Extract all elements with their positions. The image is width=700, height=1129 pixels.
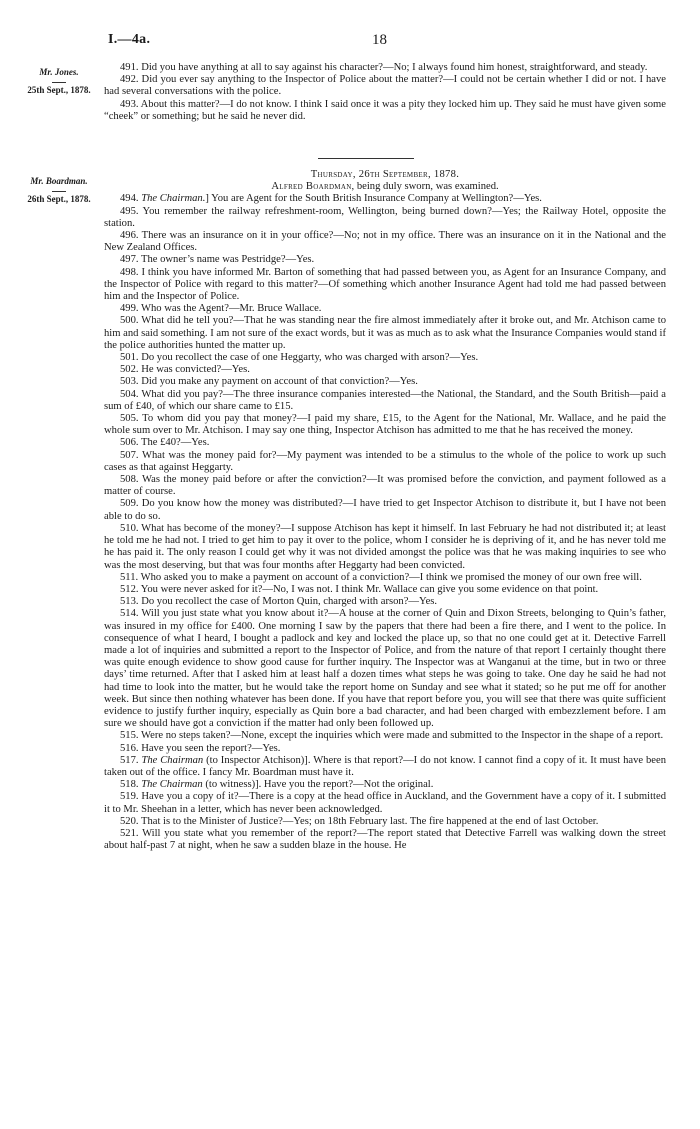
paragraph: 506. The £40?—Yes.: [120, 437, 210, 449]
paragraph: 497. The owner’s name was Pestridge?—Yes.: [120, 254, 315, 266]
section-divider: [318, 158, 414, 159]
witness-intro: Alfred Boardman, being duly sworn, was examined.: [271, 181, 499, 193]
paper-reference: I.—4a.: [108, 32, 151, 47]
paragraph: 511. Who asked you to make a payment on account of a conviction?—I think we promised the money of our own free will.: [120, 571, 642, 583]
paragraph: 503. Did you make any payment on account of that conviction?—Yes.: [120, 376, 418, 388]
paragraph: 494. The Chairman.] You are Agent for the South British Insurance Company at Wellington?—Yes.: [120, 193, 542, 205]
paragraph: 520. That is to the Minister of Justice?—Yes; on 18th February last. The fire happened at the end of last October.: [120, 815, 599, 827]
paragraph: 512. You were never asked for it?—No, I was not. I think Mr. Wallace can give you some evidence on that point.: [120, 583, 599, 595]
paragraph: 496. There was an insurance on it in your office?—No; not in my office. There was an insurance on it in the National and the New Zealand Offices.: [104, 230, 666, 254]
paragraph: 509. Do you know how the money was distributed?—I have tried to get Inspector Atchison to distribute it, but I have not been able to do so.: [104, 498, 666, 522]
paragraph: 518. The Chairman (to witness)]. Have you the report?—Not the original.: [120, 779, 434, 791]
date-heading: Thursday, 26th September, 1878.: [310, 169, 460, 180]
paragraph: 493. About this matter?—I do not know. I think I said once it was a pity they locked him up. They said he must have given some “cheek” or something; but he said he never did.: [104, 98, 666, 122]
margin-date: 26th Sept., 1878.: [27, 194, 91, 204]
paragraph: 516. Have you seen the report?—Yes.: [120, 742, 281, 754]
margin-date: 25th Sept., 1878.: [27, 85, 91, 95]
paragraph: 491. Did you have anything at all to say against his character?—No; I always found him honest, straightforward, and steady.: [120, 62, 648, 73]
margin-note-boardman: [18, 176, 100, 205]
paragraph: 519. Have you a copy of it?—There is a copy at the head office in Auckland, and the Government have a copy of it. I submitted it to Mr. Sheehan in a letter, which has never been acknowledged.: [104, 791, 666, 815]
page-number: 18: [372, 32, 387, 48]
section-boardman-evidence: [104, 169, 666, 852]
paragraph: 492. Did you ever say anything to the Inspector of Police about the matter?—I could not be certain whether I did or not. I have had several conversations with the police.: [104, 74, 666, 98]
paragraph: 504. What did you pay?—The three insurance companies interested—the National, the Standard, and the South British—paid a sum of £40, of which our share came to £15.: [104, 388, 666, 412]
margin-witness-name: Mr. Jones.: [39, 67, 79, 77]
paragraph: 510. What has become of the money?—I suppose Atchison has kept it himself. In last February he had not distributed it; at least he told me he had not. I tried to get him to pay it over to the police, whom I consider he is depriving of it, and he has never told me he has paid it. The only reason I could get why it was not divided amongst the police was that he was making inquiries to see who was the most deserving, but that was four months after Heggarty had been convicted.: [104, 522, 666, 571]
paragraph: 499. Who was the Agent?—Mr. Bruce Wallace.: [120, 303, 322, 315]
paragraph: 507. What was the money paid for?—My payment was intended to be a stimulus to the whole of the police to work up such cases as that against Heggarty.: [104, 449, 666, 473]
margin-witness-name: Mr. Boardman.: [30, 176, 88, 186]
paragraph: 498. I think you have informed Mr. Barton of something that had passed between you, as Agent for an Insurance Company, and the Inspector of Police with regard to this matter?—Of something which another Insurance Agent had told me had passed between him and the Inspector of Police.: [104, 266, 666, 303]
margin-note-jones: [18, 67, 100, 96]
margin-dash: [52, 82, 66, 83]
paragraph: 500. What did he tell you?—That he was standing near the fire almost immediately after it broke out, and Mr. Atchison came to him and said something. I am not sure of the exact words, but it was as much as to ask what the Insurance Companies would stand if the police authorities hunted the matter up.: [104, 315, 666, 351]
margin-dash: [52, 191, 66, 192]
paragraph: 521. Will you state what you remember of the report?—The report stated that Detective Farrell was walking down the street about half-past 7 at night, when he saw a sudden blaze in the house. He: [104, 827, 666, 852]
paragraph: 515. Were no steps taken?—None, except the inquiries which were made and submitted to the Inspector in the shape of a report.: [120, 730, 664, 742]
paragraph: 508. Was the money paid before or after the conviction?—It was promised before the conviction, and payment followed as a matter of course.: [104, 474, 666, 498]
paragraph: 495. You remember the railway refreshment-room, Wellington, being burned down?—Yes; the Railway Hotel, opposite the station.: [104, 205, 666, 229]
paragraph: 517. The Chairman (to Inspector Atchison)]. Where is that report?—I do not know. I cannot find a copy of it. It must have been taken out of the office. I fancy Mr. Boardman must have it.: [104, 754, 666, 778]
paragraph: 505. To whom did you pay that money?—I paid my share, £15, to the Agent for the National, Mr. Wallace, and he paid the whole sum over to Mr. Atchison. I may say one thing, Inspector Atchison has admitted to me that he has received the money.: [104, 413, 666, 437]
paragraph: 514. Will you just state what you know about it?—A house at the corner of Quin and Dixon Streets, belonging to Quin’s father, was insured in my office for £400. One morning I saw by the papers that there had been a fire there, and I went to the police. In consequence of what I heard, I bought a padlock and key and locked the place up, so that no one could get at it. Detective Farrell made a lot of inquiries and submitted a report to the Inspector of Police, and from the nature of that report I certainly thought there was quite enough evidence to show good cause for further inquiry. The Inspector was at Wanganui at the time, but in two or three days’ time returned. After that I asked him at least half a dozen times what steps he was going to take. One day he said he had not had time to look into the matter, but he would take the report home on Sunday and see what it stated; so he put me off for another week. But since then nothing whatever has been done. If you have that report before you, you will see that there was quite sufficient evidence to justify further inquiry, especially as Quin bore a bad character, and had been charged with embezzlement before. I am sure we should have got a conviction if the matter had only been followed up.: [104, 608, 666, 730]
paragraph: 513. Do you recollect the case of Morton Quin, charged with arson?—Yes.: [120, 596, 438, 608]
section-jones-evidence: [104, 62, 666, 123]
witness-name: Alfred Boardman: [271, 181, 352, 193]
paragraph: 501. Do you recollect the case of one Heggarty, who was charged with arson?—Yes.: [120, 352, 479, 364]
page-header: [0, 32, 700, 52]
paragraph: 502. He was convicted?—Yes.: [120, 364, 250, 376]
